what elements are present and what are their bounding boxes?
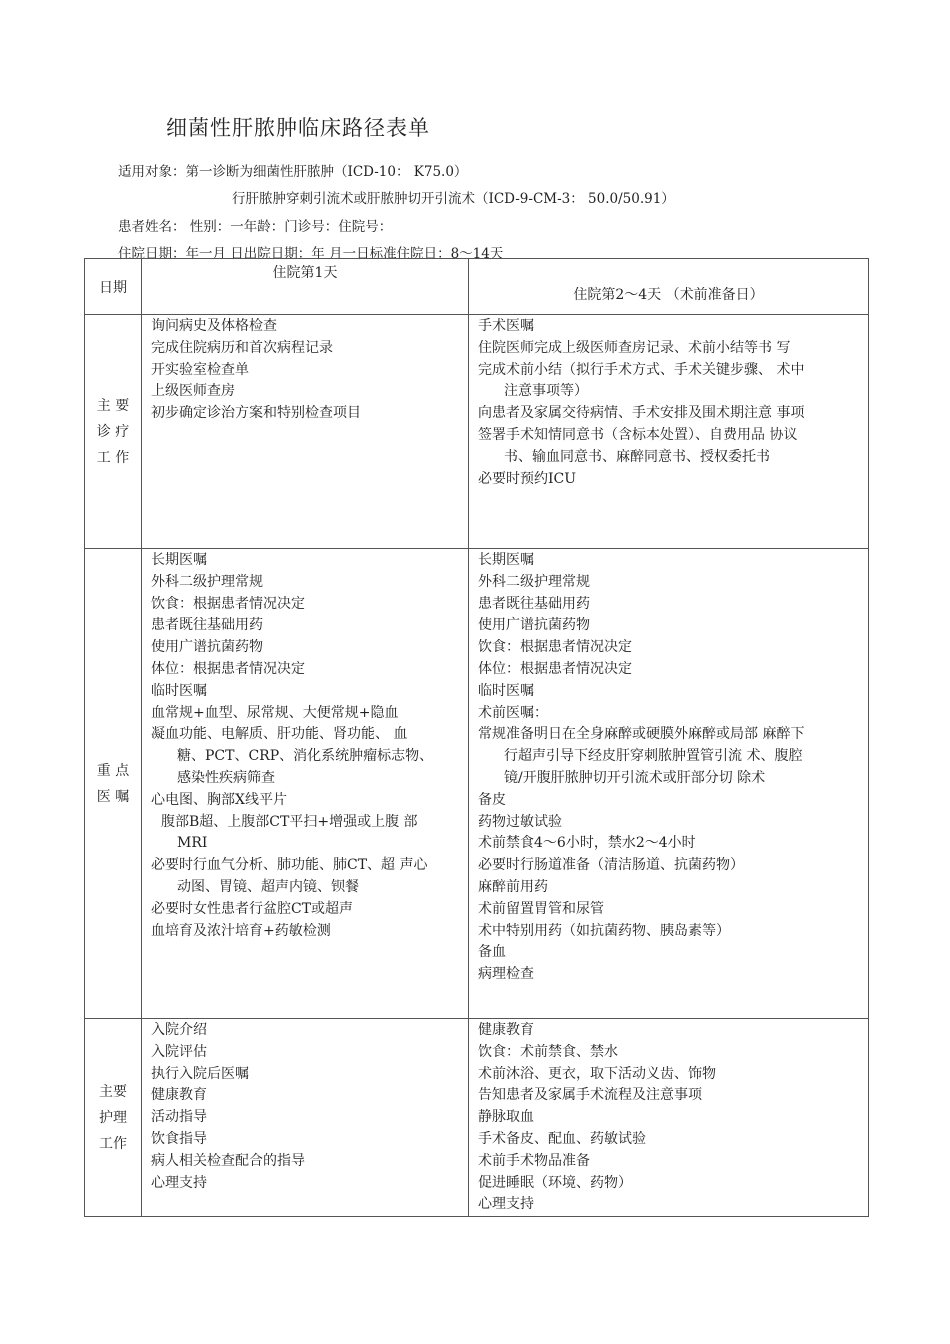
list-item: 患者既往基础用药 bbox=[151, 617, 263, 634]
list-item: 初步确定诊治方案和特别检查项目 bbox=[151, 405, 361, 422]
list-item: 长期医嘱 bbox=[151, 552, 207, 568]
list-item: 心电图、胸部X线平片 bbox=[151, 791, 287, 808]
list-item: 临时医嘱 bbox=[478, 682, 534, 699]
page-title: 细菌性肝脓肿临床路径表单 bbox=[166, 116, 430, 140]
day1-orders-cell bbox=[142, 549, 469, 1019]
clinical-pathway-table bbox=[84, 258, 869, 1217]
list-item: MRI bbox=[177, 835, 208, 852]
list-item: 饮食：根据患者情况决定 bbox=[151, 595, 305, 612]
list-item: 术前手术物品准备 bbox=[478, 1152, 590, 1169]
patient-info-line: 患者姓名： 性别：一年龄：门诊号：住院号： bbox=[118, 219, 393, 235]
row-label-line: 主 要 bbox=[96, 397, 130, 414]
day2-orders-cell bbox=[469, 549, 869, 1019]
list-item: 询问病史及体格检查 bbox=[151, 318, 277, 334]
day2-nursing-cell bbox=[469, 1019, 869, 1217]
day1-nursing-cell bbox=[142, 1019, 469, 1217]
list-item: 向患者及家属交待病情、手术安排及围术期注意 事项 bbox=[478, 405, 805, 422]
list-item: 凝血功能、电解质、肝功能、肾功能、 血 bbox=[151, 726, 408, 743]
list-item: 动图、胃镜、超声内镜、钡餐 bbox=[177, 878, 359, 895]
list-item: 药物过敏试验 bbox=[478, 813, 562, 830]
list-item: 必要时行肠道准备（清洁肠道、抗菌药物） bbox=[478, 857, 744, 874]
list-item: 术前沐浴、更衣，取下活动义齿、饰物 bbox=[478, 1065, 716, 1082]
table-row bbox=[85, 315, 869, 549]
list-item: 术前留置胃管和尿管 bbox=[478, 900, 604, 917]
list-item: 完成术前小结（拟行手术方式、手术关键步骤、 术中 bbox=[478, 361, 805, 378]
applicable-object-line: 适用对象：第一诊断为细菌性肝脓肿（ICD-10： K75.0） bbox=[118, 164, 468, 180]
list-item: 患者既往基础用药 bbox=[478, 595, 590, 612]
list-item: 入院评估 bbox=[151, 1043, 207, 1060]
list-item: 住院医师完成上级医师查房记录、术前小结等书 写 bbox=[478, 339, 791, 356]
list-item: 执行入院后医嘱 bbox=[151, 1065, 249, 1082]
list-item: 心理支持 bbox=[151, 1174, 207, 1191]
list-item: 入院介绍 bbox=[151, 1022, 207, 1038]
row-label-line: 主要 bbox=[99, 1083, 127, 1100]
row-label-main-diagnosis bbox=[85, 315, 142, 549]
day1-diagnosis-cell bbox=[142, 315, 469, 549]
list-item: 体位：根据患者情况决定 bbox=[478, 660, 632, 677]
day1-header bbox=[142, 259, 469, 315]
list-item: 长期医嘱 bbox=[478, 552, 534, 568]
list-item: 健康教育 bbox=[478, 1022, 534, 1038]
list-item: 术中特别用药（如抗菌药物、胰岛素等） bbox=[478, 922, 730, 939]
procedure-line: 行肝脓肿穿刺引流术或肝脓肿切开引流术（ICD-9-CM-3： 50.0/50.91） bbox=[232, 191, 675, 207]
table-row bbox=[85, 549, 869, 1019]
list-item: 常规准备明日在全身麻醉或硬膜外麻醉或局部 麻醉下 bbox=[478, 726, 805, 743]
list-item: 书、输血同意书、麻醉同意书、授权委托书 bbox=[504, 448, 770, 465]
list-item: 镜/开腹肝脓肿切开引流术或肝部分切 除术 bbox=[504, 769, 766, 786]
list-item: 麻醉前用药 bbox=[478, 878, 548, 895]
list-item: 腹部B超、上腹部CT平扫+增强或上腹 部 bbox=[161, 813, 418, 830]
list-item: 必要时女性患者行盆腔CT或超声 bbox=[151, 900, 354, 917]
row-label-nursing bbox=[85, 1019, 142, 1217]
list-item: 活动指导 bbox=[151, 1109, 207, 1126]
day2-header bbox=[469, 259, 869, 315]
list-item: 手术医嘱 bbox=[478, 318, 534, 334]
list-item: 体位：根据患者情况决定 bbox=[151, 660, 305, 677]
list-item: 病理检查 bbox=[478, 966, 534, 983]
list-item: 备皮 bbox=[478, 791, 506, 808]
list-item: 术前医嘱： bbox=[478, 704, 548, 721]
row-label-line: 工 作 bbox=[96, 449, 130, 466]
list-item: 饮食：根据患者情况决定 bbox=[478, 639, 632, 656]
admission-dates-line: 住院日期：年一月 日出院日期：年 月一日标准住院日：8〜14天 bbox=[118, 246, 504, 262]
list-item: 行超声引导下经皮肝穿刺脓肿置管引流 术、腹腔 bbox=[504, 748, 803, 765]
list-item: 使用广谱抗菌药物 bbox=[478, 617, 590, 634]
list-item: 血培育及浓汁培育+药敏检测 bbox=[151, 922, 331, 939]
list-item: 临时医嘱 bbox=[151, 682, 207, 699]
list-item: 饮食指导 bbox=[151, 1130, 207, 1147]
list-item: 促进睡眠（环境、药物） bbox=[478, 1174, 632, 1191]
list-item: 手术备皮、配血、药敏试验 bbox=[478, 1130, 646, 1147]
row-label-line: 护理 bbox=[99, 1109, 127, 1126]
list-item: 健康教育 bbox=[151, 1087, 207, 1104]
list-item: 饮食：术前禁食、禁水 bbox=[478, 1043, 618, 1060]
day1-header-text: 住院第1天 bbox=[272, 265, 338, 281]
list-item: 外科二级护理常规 bbox=[478, 573, 590, 590]
list-item: 感染性疾病筛查 bbox=[177, 769, 275, 786]
list-item: 告知患者及家属手术流程及注意事项 bbox=[478, 1087, 702, 1104]
list-item: 备血 bbox=[478, 944, 506, 961]
list-item: 签署手术知情同意书（含标本处置）、自费用品 协议 bbox=[478, 426, 798, 443]
row-label-line: 医 嘱 bbox=[96, 788, 130, 805]
row-label-line: 工作 bbox=[99, 1135, 127, 1152]
list-item: 术前禁食4〜6小时，禁水2〜4小时 bbox=[478, 835, 696, 852]
date-label: 日期 bbox=[85, 259, 142, 315]
day2-header-text: 住院第2〜4天 （术前准备日） bbox=[573, 287, 764, 303]
table-row bbox=[85, 1019, 869, 1217]
row-label-line: 重 点 bbox=[96, 762, 130, 779]
list-item: 静脉取血 bbox=[478, 1109, 534, 1126]
list-item: 上级医师查房 bbox=[151, 383, 235, 400]
row-label-key-orders bbox=[85, 549, 142, 1019]
list-item: 病人相关检查配合的指导 bbox=[151, 1152, 305, 1169]
list-item: 心理支持 bbox=[478, 1196, 534, 1213]
list-item: 使用广谱抗菌药物 bbox=[151, 639, 263, 656]
list-item: 必要时预约ICU bbox=[478, 470, 577, 487]
list-item: 注意事项等） bbox=[504, 383, 588, 400]
list-item: 外科二级护理常规 bbox=[151, 573, 263, 590]
list-item: 完成住院病历和首次病程记录 bbox=[151, 339, 333, 356]
day2-diagnosis-cell bbox=[469, 315, 869, 549]
list-item: 糖、PCT、CRP、消化系统肿瘤标志物、 bbox=[177, 748, 434, 765]
list-item: 血常规+血型、尿常规、大便常规+隐血 bbox=[151, 704, 399, 721]
list-item: 必要时行血气分析、肺功能、肺CT、超 声心 bbox=[151, 857, 428, 874]
row-label-line: 诊 疗 bbox=[96, 423, 130, 440]
list-item: 开实验室检查单 bbox=[151, 361, 249, 378]
date-header-row bbox=[85, 259, 869, 315]
